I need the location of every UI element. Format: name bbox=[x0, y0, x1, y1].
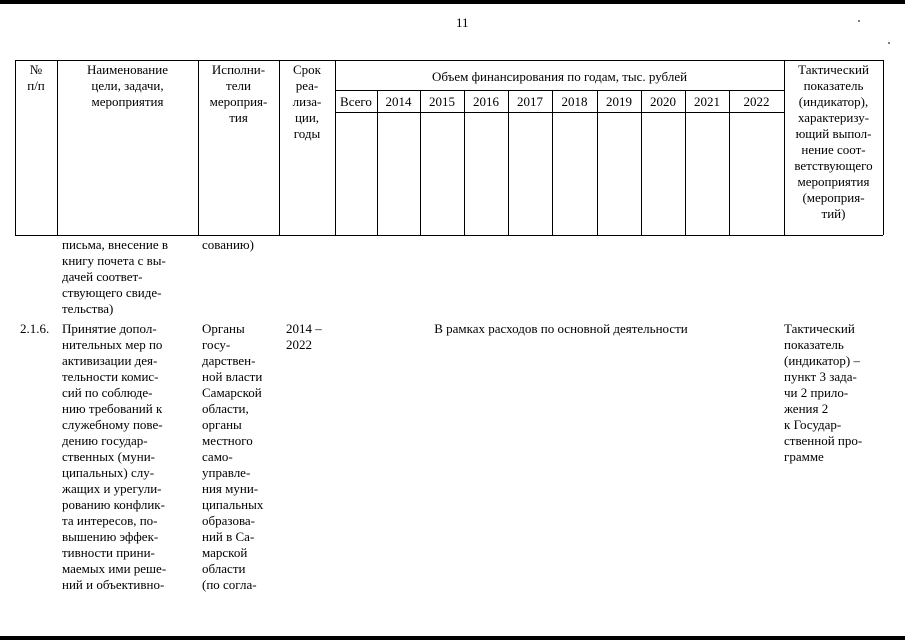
row-term: 2014 – 2022 bbox=[286, 321, 322, 352]
header-indicator: Тактический показатель (индикатор), характеризу- ющий выпол- нение соот- ветствующего мероприятия (мероприя- тий) bbox=[794, 62, 873, 221]
year-2022: 2022 bbox=[743, 94, 770, 109]
year-col-border bbox=[641, 90, 642, 235]
year-col-border bbox=[552, 90, 553, 235]
year-2021: 2021 bbox=[694, 94, 720, 109]
page-number: 11 bbox=[456, 15, 469, 30]
header-num: № п/п bbox=[27, 62, 45, 93]
year-2020: 2020 bbox=[650, 94, 676, 109]
year-col-border bbox=[597, 90, 598, 235]
year-2014: 2014 bbox=[385, 94, 412, 109]
year-col-border bbox=[685, 90, 686, 235]
year-2016: 2016 bbox=[473, 94, 499, 109]
year-2018: 2018 bbox=[561, 94, 588, 109]
year-col-border bbox=[420, 90, 421, 235]
year-2015: 2015 bbox=[429, 94, 455, 109]
continuation-name: письма, внесение в книгу почета с вы- дачей соответ- ствующего свиде- тельства) bbox=[62, 237, 168, 316]
row-funding-note: В рамках расходов по основной деятельности bbox=[434, 321, 688, 336]
header-term: Срок реа- лиза- ции, годы bbox=[292, 62, 322, 141]
row-executors: Органы госу- дарствен- ной власти Самарской области, органы местного само- управле- ния муни- ципальных образова- ний в Са- марской области (по согла- bbox=[202, 321, 264, 592]
header-name: Наименование цели, задачи, мероприятия bbox=[87, 62, 168, 109]
col-border bbox=[883, 60, 884, 235]
row-name: Принятие допол- нительных мер по активизации дея- тельности комис- сий по соблюде- нию требований к служебному пове- дению государ- ственных (муни- ципальных) слу- жащих и урегули- рованию конфлик- та интересов, по- вышению эффек- тивности прини- маемых ими реше- ний и объективно- bbox=[62, 321, 167, 592]
year-2017: 2017 bbox=[517, 94, 543, 109]
years-top-line bbox=[335, 90, 784, 91]
continuation-executors: сованию) bbox=[202, 237, 254, 252]
year-col-border bbox=[729, 90, 730, 235]
year-col-border bbox=[464, 90, 465, 235]
header-funding: Объем финансирования по годам, тыс. рублей bbox=[431, 69, 688, 84]
scan-speck bbox=[858, 20, 860, 22]
years-bottom-line bbox=[335, 112, 784, 113]
bottom-border bbox=[0, 636, 905, 640]
year-col-border bbox=[508, 90, 509, 235]
col-border bbox=[335, 60, 336, 235]
year-col-border bbox=[377, 90, 378, 235]
header-executors: Исполни- тели мероприя- тия bbox=[209, 62, 268, 125]
year-2019: 2019 bbox=[606, 94, 632, 109]
year-total: Всего bbox=[340, 94, 372, 109]
top-border bbox=[0, 0, 905, 4]
row-indicator: Тактический показатель (индикатор) – пункт 3 зада- чи 2 прило- жения 2 к Государ- ственной про- грамме bbox=[784, 321, 863, 464]
table-top-line bbox=[15, 60, 883, 61]
row-number: 2.1.6. bbox=[20, 321, 50, 336]
scan-speck bbox=[888, 42, 890, 44]
header-bottom-line bbox=[15, 235, 883, 236]
